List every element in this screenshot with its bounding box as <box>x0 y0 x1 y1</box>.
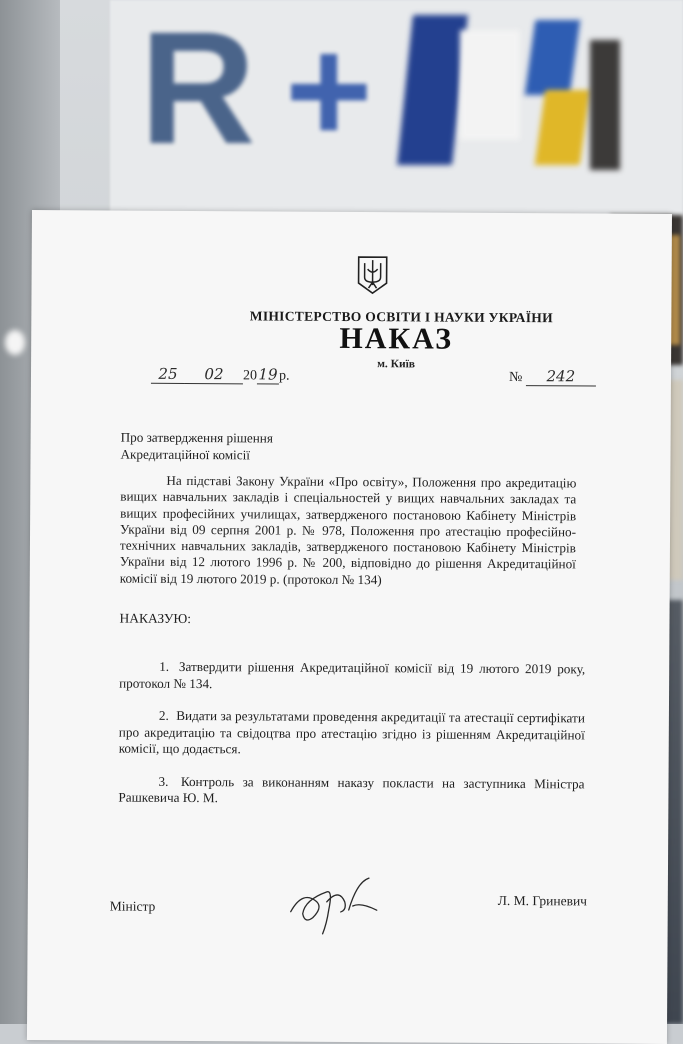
subject-line-2: Акредитаційної комісії <box>120 446 250 463</box>
number-value: 242 <box>526 367 596 386</box>
background-lamp <box>5 330 25 355</box>
background-logo-letter: R <box>140 0 256 177</box>
order-items <box>118 659 585 825</box>
date-suffix: р. <box>278 368 290 384</box>
number-label: № <box>508 369 523 386</box>
preamble-paragraph: На підставі Закону України «Про освіту», Положення про акредитацію вищих навчальних закладів і спеціальностей у вищих навчальних закладах та вищих професійних училищах, затвердженого постановою Кабінету Міністрів України від 09 серпня 2001 р. № 978, Положення про атестацію професійно-технічних навчальних закладів, затвердженого постановою Кабінету Міністрів України від 12 лютого 1996 р. № 200, відповідно до рішення Акредитаційної комісії від 19 лютого 2019 р. (протокол № 134) <box>119 472 577 587</box>
city: м. Київ <box>377 358 416 371</box>
signer-name: Л. М. Гриневич <box>497 892 588 909</box>
flag-stand <box>590 40 620 170</box>
trident-emblem-icon <box>356 255 388 295</box>
date-year-prefix: 20 <box>242 368 258 384</box>
subject-line-1: Про затвердження рішення <box>120 429 274 446</box>
order-item <box>119 708 585 760</box>
item-number: 2. <box>158 707 169 723</box>
order-item <box>118 773 584 809</box>
item-number: 3. <box>158 773 169 789</box>
date-month: 02 <box>185 365 243 384</box>
order-subject <box>120 429 360 464</box>
background-logo-plus: + <box>285 6 373 174</box>
ministry-name: МІНІСТЕРСТВО ОСВІТИ І НАУКИ УКРАЇНИ <box>249 308 553 326</box>
order-date <box>151 365 290 385</box>
order-word: НАКАЗУЮ: <box>119 610 192 627</box>
order-item <box>119 659 585 695</box>
item-text: Видати за результатами проведення акредитації та атестації сертифікати про акредитацію та свідоцтва про атестацію згідно із рішенням Акредитаційної комісії, що додається. <box>118 707 585 757</box>
document-title: НАКАЗ <box>339 321 454 356</box>
item-text: Затвердити рішення Акредитаційної комісії від 19 лютого 2019 року, протокол № 134. <box>119 658 586 691</box>
order-number <box>509 367 596 387</box>
order-document <box>27 210 672 1044</box>
date-day: 25 <box>151 365 185 384</box>
item-number: 1. <box>159 658 170 674</box>
white-flag <box>460 30 520 140</box>
handwritten-signature-icon <box>283 862 383 943</box>
date-year-suffix: 19 <box>258 365 278 384</box>
item-text: Контроль за виконанням наказу покласти на заступника Міністра Рашкевича Ю. М. <box>118 773 585 806</box>
signer-role: Міністр <box>109 898 156 914</box>
